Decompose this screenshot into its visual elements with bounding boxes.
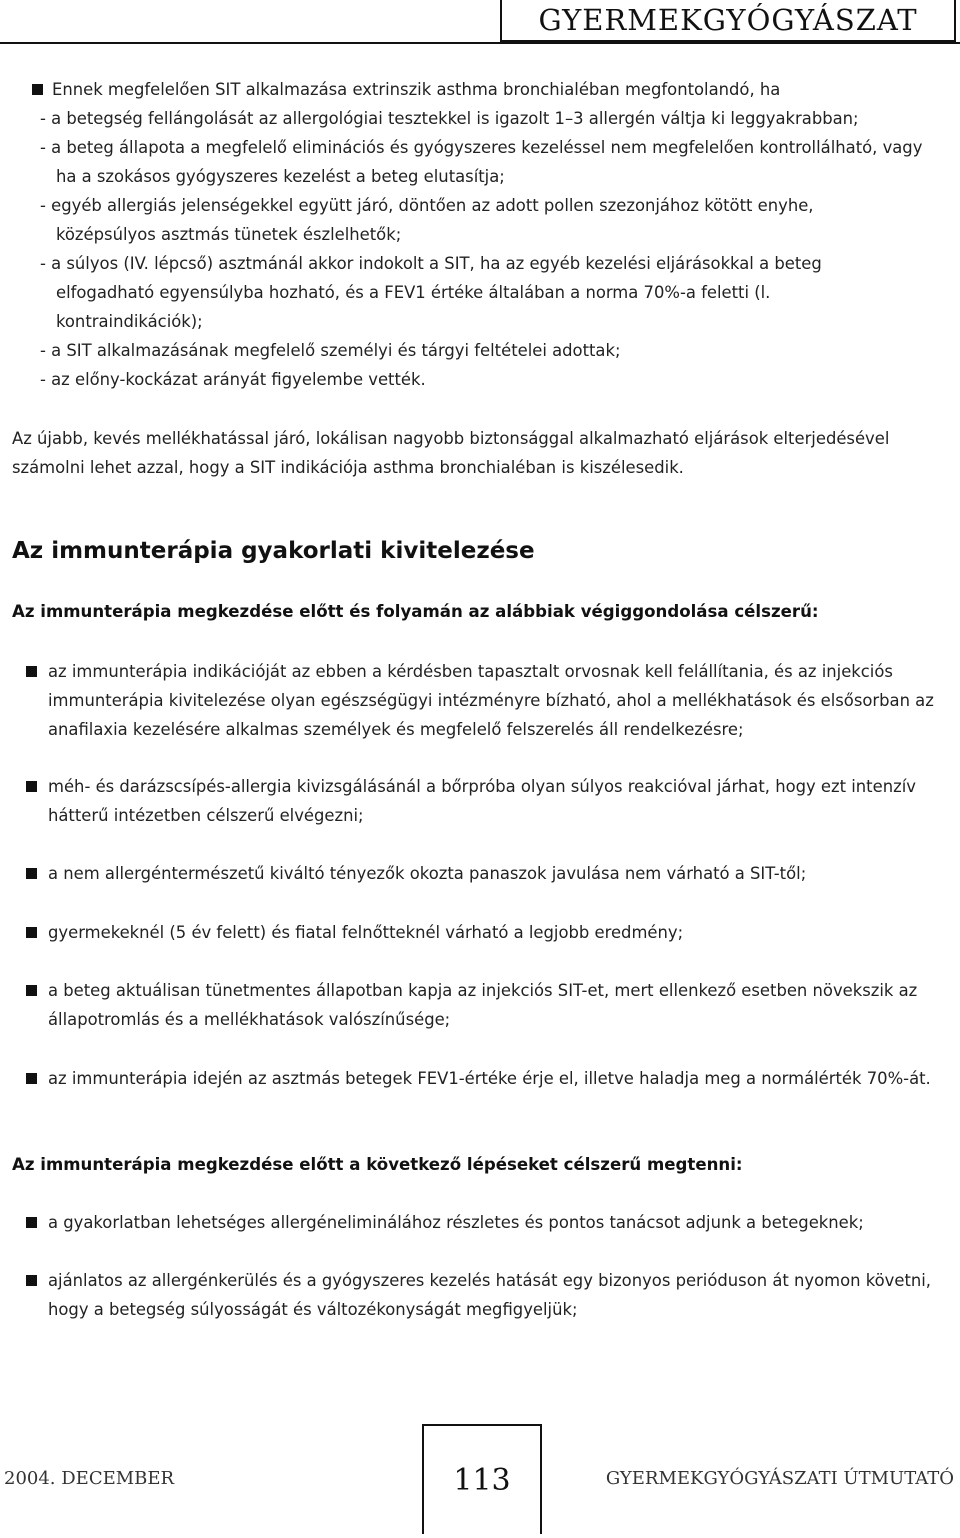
list-item: gyermekeknél (5 év felett) és fiatal felnőtteknél várható a legjobb eredmény;	[26, 918, 946, 947]
intro-line: - a beteg állapota a megfelelő eliminációs és gyógyszeres kezeléssel nem megfelelően kontrollálható, vagy	[40, 138, 923, 157]
intro-line: ha a szokásos gyógyszeres kezelést a beteg elutasítja;	[56, 167, 505, 186]
intro-line: - az előny-kockázat arányát figyelembe vették.	[40, 370, 426, 389]
intro-line: elfogadható egyensúlyba hozható, és a FEV1 értéke általában a norma 70%-a feletti (l.	[56, 283, 771, 302]
body-paragraph: Az újabb, kevés mellékhatással járó, lokálisan nagyobb biztonsággal alkalmazható eljárások elterjedésével számolni lehet azzal, hogy a SIT indikációja asthma bronchialéban is kiszélesedik.	[12, 429, 890, 477]
list-item: a gyakorlatban lehetséges allergéneliminálához részletes és pontos tanácsot adjunk a betegeknek;	[26, 1208, 946, 1237]
subsection-title: Az immunterápia megkezdése előtt és folyamán az alábbiak végiggondolása célszerű:	[12, 602, 819, 621]
intro-lead: Ennek megfelelően SIT alkalmazása extrinszik asthma bronchialéban megfontolandó, ha	[12, 75, 948, 104]
square-bullet-icon	[26, 985, 37, 996]
square-bullet-icon	[26, 1073, 37, 1084]
list-item: méh- és darázscsípés-allergia kivizsgálásánál a bőrpróba olyan súlyos reakcióval járhat, hogy ezt intenzív hátterű intézetben célszerű elvégezni;	[26, 772, 946, 830]
intro-block	[12, 75, 948, 394]
list-item: az immunterápia idején az asztmás betegek FEV1-értéke érje el, illetve haladja meg a normálérték 70%-át.	[26, 1064, 946, 1093]
intro-line: - egyéb allergiás jelenségekkel együtt járó, döntően az adott pollen szezonjához kötött enyhe,	[40, 196, 814, 215]
intro-line: - a SIT alkalmazásának megfelelő személyi és tárgyi feltételei adottak;	[40, 341, 621, 360]
list-item: a nem allergéntermészetű kiváltó tényezők okozta panaszok javulása nem várható a SIT-től;	[26, 859, 946, 888]
subsection-title: Az immunterápia megkezdése előtt a következő lépéseket célszerű megtenni:	[12, 1155, 743, 1174]
square-bullet-icon	[26, 1217, 37, 1228]
square-bullet-icon	[26, 1275, 37, 1286]
list-item: az immunterápia indikációját az ebben a kérdésben tapasztalt orvosnak kell felállítania, és az injekciós immunterápia kivitelezése olyan egészségügyi intézményre bízható, ahol a mellékhatások és elsősorban az anafilaxia kezelésére alkalmas személyek és megfelelő felszerelés áll rendelkezésre;	[26, 657, 946, 744]
page-number-box	[422, 1424, 542, 1534]
list-item: ajánlatos az allergénkerülés és a gyógyszeres kezelés hatását egy bizonyos perióduson át nyomon követni, hogy a betegség súlyosságát és változékonyságát megfigyeljük;	[26, 1266, 946, 1324]
intro-line: középsúlyos asztmás tünetek észlelhetők;	[56, 225, 402, 244]
square-bullet-icon	[26, 927, 37, 938]
square-bullet-icon	[26, 666, 37, 677]
square-bullet-icon	[26, 868, 37, 879]
square-bullet-icon	[32, 84, 43, 95]
intro-line: kontraindikációk);	[56, 312, 203, 331]
footer-date: 2004. DECEMBER	[4, 1468, 175, 1489]
footer-publication: GYERMEKGYÓGYÁSZATI ÚTMUTATÓ	[605, 1468, 954, 1489]
journal-title: GYERMEKGYÓGYÁSZAT	[538, 3, 918, 37]
list-item: a beteg aktuálisan tünetmentes állapotban kapja az injekciós SIT-et, mert ellenkező esetben növekszik az állapotromlás és a mellékhatások valószínűsége;	[26, 976, 946, 1034]
intro-line: - a súlyos (IV. lépcső) asztmánál akkor indokolt a SIT, ha az egyéb kezelési eljárásokkal a beteg	[40, 254, 822, 273]
square-bullet-icon	[26, 781, 37, 792]
page-number: 113	[453, 1462, 511, 1498]
section-title: Az immunterápia gyakorlati kivitelezése	[12, 538, 535, 564]
header-box	[500, 0, 956, 42]
intro-line: - a betegség fellángolását az allergológiai tesztekkel is igazolt 1–3 allergén váltja ki leggyakrabban;	[40, 109, 859, 128]
